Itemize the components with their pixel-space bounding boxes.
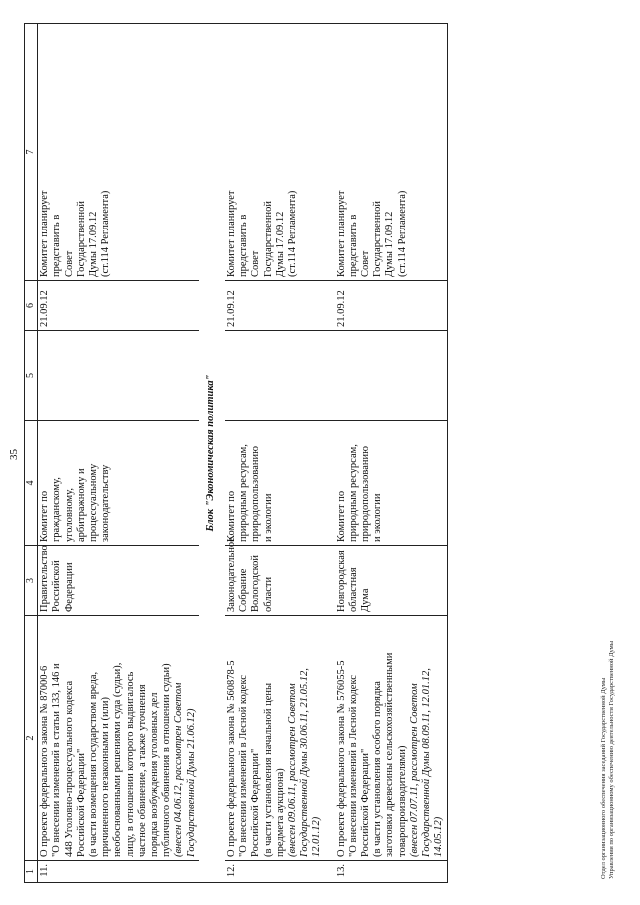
spacer-row bbox=[325, 24, 335, 883]
text-line: "О внесении изменений в статьи 133, 146 и bbox=[51, 663, 63, 857]
initiator bbox=[38, 546, 199, 616]
text-line: гражданскому, bbox=[51, 477, 63, 542]
text-line: Федерации bbox=[63, 562, 75, 612]
text-line: (в части возмещения государством вреда, bbox=[88, 671, 100, 857]
text-line: товаропроизводителями) bbox=[396, 745, 408, 857]
text-line: лицу, в отношении которого выдвигалось bbox=[124, 671, 136, 857]
text-line: представить в bbox=[347, 214, 359, 277]
header-row bbox=[25, 24, 38, 883]
text-line: Комитет планирует bbox=[226, 190, 238, 277]
text-line: 448 Уголовно-процессуального кодекса bbox=[63, 680, 75, 857]
text-line: (внесен 09.06.11, рассмотрен Советом bbox=[287, 683, 299, 857]
bill-description bbox=[335, 616, 447, 861]
text-line: Государственной bbox=[75, 201, 87, 277]
text-line: Государственной bbox=[262, 201, 274, 277]
date-cell: 21.09.12 bbox=[38, 281, 199, 331]
text-line: Государственной Думы 21.06.12) bbox=[185, 708, 197, 857]
text-line: Новгородская bbox=[335, 550, 347, 612]
text-line: необоснованными решениями суда (судьи), bbox=[112, 662, 124, 857]
text-line: природным ресурсам, bbox=[238, 444, 250, 542]
footer bbox=[600, 641, 616, 879]
text-line: Совет bbox=[360, 250, 372, 277]
text-line: уголовному, bbox=[63, 488, 75, 542]
bill-description bbox=[38, 616, 199, 861]
date-cell: 21.09.12 bbox=[225, 281, 325, 331]
text-line: природопользованию bbox=[250, 446, 262, 542]
text-line: природопользованию bbox=[360, 446, 372, 542]
text-line: Законодательное bbox=[226, 537, 238, 612]
text-line: О проекте федерального закона № 560878-5 bbox=[226, 660, 238, 857]
initiator bbox=[335, 546, 447, 616]
text-line: (внесен 07.07.11, рассмотрен Советом bbox=[408, 683, 420, 857]
text-line: Государственной Думы 08.09.11, 12.01.12, bbox=[421, 668, 433, 857]
text-line: Совет bbox=[250, 250, 262, 277]
text-line: Собрание bbox=[238, 568, 250, 612]
column-5-cell bbox=[335, 331, 447, 421]
text-line: Комитет по bbox=[226, 490, 238, 542]
text-line: Совет bbox=[63, 250, 75, 277]
column-5-cell bbox=[225, 331, 325, 421]
text-line: "О внесении изменений в Лесной кодекс bbox=[347, 675, 359, 857]
text-line: Государственной Думы 30.06.11, 21.05.12, bbox=[299, 668, 311, 857]
text-line: 14.05.12) bbox=[433, 816, 445, 857]
text-line: Комитет планирует bbox=[335, 190, 347, 277]
text-line: Российской bbox=[51, 560, 63, 612]
text-line: Думы 17.09.12 bbox=[88, 211, 100, 277]
text-line: частное обвинение, а также уточнения bbox=[136, 684, 148, 857]
note-cell bbox=[225, 24, 325, 281]
initiator bbox=[225, 537, 325, 616]
text-line: Комитет по bbox=[39, 490, 51, 542]
text-line: Российской Федерации" bbox=[360, 748, 372, 857]
text-line: Думы 17.09.12 bbox=[274, 211, 286, 277]
text-line: представить в bbox=[51, 214, 63, 277]
text-line: природным ресурсам, bbox=[347, 444, 359, 542]
text-line: причиненного незаконными и (или) bbox=[100, 696, 112, 857]
text-line: порядка возбуждения уголовных дел bbox=[149, 692, 161, 857]
text-line: (в части установления особого порядка bbox=[372, 681, 384, 857]
table-row bbox=[225, 24, 325, 883]
bills-table bbox=[24, 23, 448, 883]
bill-description bbox=[225, 616, 325, 861]
text-line: (ст.114 Регламента) bbox=[396, 190, 408, 277]
text-line: области bbox=[262, 576, 274, 612]
text-line: Российской Федерации" bbox=[250, 748, 262, 857]
text-line: (в части установления начальной цены bbox=[262, 682, 274, 857]
text-line: (внесен 04.06.12, рассмотрен Советом bbox=[173, 682, 185, 857]
column-header: 3 bbox=[25, 546, 38, 616]
note-cell bbox=[335, 24, 447, 281]
text-line: "О внесении изменений в Лесной кодекс bbox=[238, 675, 250, 857]
text-line: публичного обвинения в отношении судьи) bbox=[161, 663, 173, 857]
column-5-cell bbox=[38, 331, 199, 421]
text-line: Думы 17.09.12 bbox=[384, 211, 396, 277]
date-cell: 21.09.12 bbox=[335, 281, 447, 331]
text-line: областная Дума bbox=[347, 567, 372, 612]
text-line: процессуальному bbox=[88, 463, 100, 542]
footer-line: Управления по организационному обеспечению деятельности Государственной Думы bbox=[608, 640, 615, 879]
column-header: 1 bbox=[25, 861, 38, 883]
text-line: и экологии bbox=[372, 493, 384, 542]
column-header: 6 bbox=[25, 281, 38, 331]
row-number: 11. bbox=[38, 861, 199, 883]
column-header: 7 bbox=[25, 24, 38, 281]
committee bbox=[335, 421, 447, 546]
committee bbox=[225, 421, 325, 546]
text-line: 12.01.12) bbox=[311, 816, 323, 857]
column-header: 2 bbox=[25, 616, 38, 861]
text-line: и экологии bbox=[262, 493, 274, 542]
column-header: 4 bbox=[25, 421, 38, 546]
text-line: Правительство bbox=[39, 545, 51, 612]
text-line: законодательству bbox=[100, 464, 112, 542]
text-line: Российской Федерации" bbox=[75, 748, 87, 857]
text-line: Комитет по bbox=[335, 490, 347, 542]
text-line: предмета аукциона) bbox=[274, 768, 286, 857]
text-line: Комитет планирует bbox=[39, 190, 51, 277]
text-line: (ст.114 Регламента) bbox=[100, 190, 112, 277]
page-number: 35 bbox=[8, 449, 20, 460]
text-line: О проекте федерального закона № 87000-6 bbox=[39, 665, 51, 857]
footer-line: Отдел организационного обеспечения заседаний Государственной Думы bbox=[600, 677, 607, 879]
text-line: представить в bbox=[238, 214, 250, 277]
table-row bbox=[335, 24, 447, 883]
note-cell bbox=[38, 24, 199, 281]
text-line: О проекте федерального закона № 576055-5 bbox=[335, 660, 347, 857]
section-title: Блок "Экономическая политика" bbox=[199, 24, 225, 883]
text-line: заготовки древесины сельскохозяйственными bbox=[384, 652, 396, 857]
row-number: 12. bbox=[225, 861, 325, 883]
row-number: 13. bbox=[335, 861, 447, 883]
section-row bbox=[199, 24, 225, 883]
text-line: Вологодской bbox=[250, 554, 262, 612]
text-line: Государственной bbox=[372, 201, 384, 277]
text-line: (ст.114 Регламента) bbox=[287, 190, 299, 277]
text-line: арбитражному и bbox=[75, 468, 87, 542]
committee bbox=[38, 421, 199, 546]
table-row bbox=[38, 24, 199, 883]
column-header: 5 bbox=[25, 331, 38, 421]
